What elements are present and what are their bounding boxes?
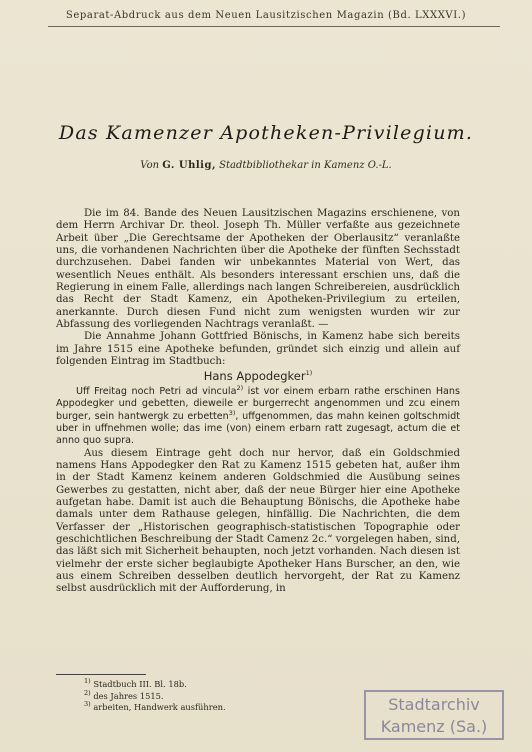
paragraph-3: Aus diesem Eintrage geht doch nur hervor, daß ein Goldschmied namens Hans Appodegker den Rat zu Kamenz 1515 gebeten hat, außer ihm in der Stadt Kamenz keinem anderen Goldschmied die Ausübung seines Gewerbes zu gestatten, nicht aber, daß der neue Bürger hier eine Apotheke aufgetan habe. Damit ist auch die Behauptung Bönischs, die Apotheke habe damals unter dem Rathause gelegen, hinfällig. Die Nachrichten, die dem Verfasser der „Historischen geographisch-statistischen Topographie oder geschichtlichen Beschreibung der Stadt Camenz 2c.“ vorgelegen haben, sind, das läßt sich mit Sicherheit behaupten, noch jetzt vorhanden. Nach diesen ist vielmehr der erste sicher beglaubigte Apotheker Hans Burscher, an den, wie aus einem Schreiben desselben deutlich hervorgeht, der Rat zu Kamenz selbst ausdrücklich mit der Aufforderung, in (56, 447, 460, 595)
footnote-ref-3: 3) (228, 408, 236, 417)
stamp-line-2: Kamenz (Sa.) (380, 717, 488, 736)
article-title: Das Kamenzer Apotheken-Privilegium. (58, 122, 474, 144)
running-head: Separat-Abdruck aus dem Neuen Lausitzischen Magazin (Bd. LXXXVI.) (65, 10, 467, 21)
author-affiliation: Stadtbibliothekar in Kamenz O.-L. (219, 160, 392, 171)
quote-part-a: Uff Freitag noch Petri ad vincula (76, 385, 237, 397)
article-body (56, 208, 460, 596)
quote-heading-text: Hans Appodegker (203, 369, 306, 384)
footnote-3 (84, 702, 384, 714)
footnote-ref-1: 1) (305, 369, 313, 378)
quote-part-c: , uffgenommen, das mahn keinen goltschmidt uber in uffnehmen wolle; das ime (von) einem erbarn ratt zugesagt, actum die et anno quo supra. (56, 410, 461, 447)
footnote-rule (56, 674, 146, 675)
quote-part-b: ist vor einem erbarn rathe erschinen Hans Appodegker und gebetten, dieweile er burgerrecht angenommen und zcu einem burger, sein hantwergk zu erbetten (56, 385, 461, 422)
footnote-1 (84, 679, 384, 691)
stadtbuch-quote (56, 383, 461, 448)
footnote-ref-2: 2) (236, 383, 244, 392)
quote-heading (56, 370, 460, 382)
footnote-text: Stadtbuch III. Bl. 18b. (93, 679, 187, 689)
byline-prefix: Von (140, 160, 160, 171)
paragraph-2: Die Annahme Johann Gottfried Bönischs, in Kamenz habe sich bereits im Jahre 1515 eine Apotheke befunden, gründet sich einzig und allein auf folgenden Eintrag im Stadtbuch: (56, 331, 460, 368)
byline (0, 160, 532, 171)
footnote-2 (84, 688, 384, 703)
footnote-mark: 3) (84, 700, 91, 709)
stamp-line-1: Stadtarchiv (388, 695, 480, 714)
author-name: G. Uhlig, (162, 160, 216, 171)
footnote-text: arbeiten, Handwerk ausführen. (93, 702, 226, 712)
archive-stamp (364, 690, 504, 740)
header-rule (48, 26, 500, 27)
footnote-text: des Jahres 1515. (93, 690, 164, 701)
paragraph-1: Die im 84. Bande des Neuen Lausitzischen Magazins erschienene, von dem Herrn Archivar Dr. theol. Joseph Th. Müller verfaßte aus gezeichnete Arbeit über „Die Gerechtsame der Apotheken der Oberlausitz“ veranlaßte uns, die vorhandenen Nachrichten über die Apotheke der fünften Sechsstadt durchzusehen. Dabei fanden wir unbekanntes Material von Wert, das wesentlich Neues enthält. Als besonders interessant erschien uns, daß die Regierung in einem Falle, allerdings nach langen Schreibereien, ausdrücklich das Recht der Stadt Kamenz, ein Apotheken-Privilegium zu erteilen, anerkannte. Durch diesen Fund nicht zum wenigsten wurden wir zur Abfassung des vorliegenden Nachtrags veranlaßt. — (56, 208, 460, 331)
footnotes (84, 679, 384, 714)
footnote-mark: 2) (84, 688, 91, 697)
footnote-mark: 1) (84, 677, 91, 686)
